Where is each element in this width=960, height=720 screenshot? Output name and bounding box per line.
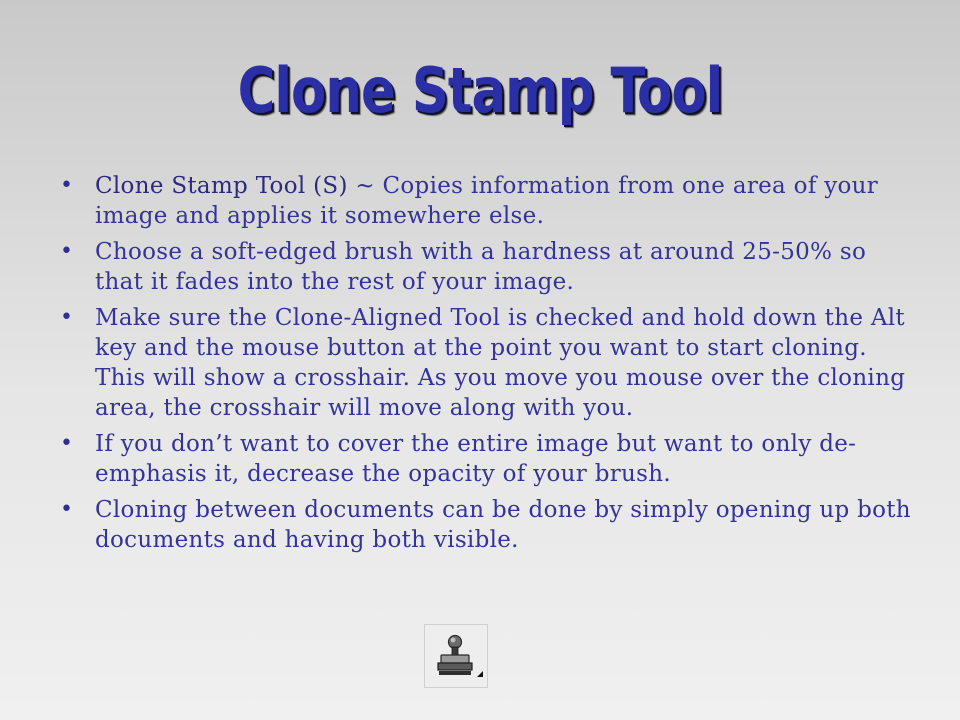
bullet-text: If you don’t want to cover the entire image but want to only de-emphasis it, decrease the opacity of your brush. bbox=[95, 431, 857, 487]
bullet-item bbox=[60, 495, 920, 555]
bullet-dot: • bbox=[60, 239, 74, 264]
clone-stamp-icon bbox=[425, 625, 487, 687]
bullet-dot: • bbox=[60, 173, 74, 198]
clone-stamp-icon-frame bbox=[424, 624, 488, 688]
slide-title: Clone Stamp Tool bbox=[237, 54, 723, 127]
bullet-dot: • bbox=[60, 431, 74, 456]
bullet-item bbox=[60, 429, 920, 489]
bullet-text: Make sure the Clone-Aligned Tool is checked and hold down the Alt key and the mouse button at the point you want to start cloning. This will show a crosshair. As you move you mouse over the cloning area, the crosshair will move along with you. bbox=[95, 305, 906, 421]
bullet-dot: • bbox=[60, 497, 74, 522]
bullet-text: ~ Copies information from one area of your image and applies it somewhere else. bbox=[95, 173, 879, 229]
bullet-text: Choose a soft-edged brush with a hardness at around 25-50% so that it fades into the rest of your image. bbox=[95, 239, 867, 295]
bullet-item bbox=[60, 237, 920, 297]
bullet-dot: • bbox=[60, 305, 74, 330]
bullet-item bbox=[60, 171, 920, 231]
bullet-item bbox=[60, 303, 920, 423]
bullet-list bbox=[60, 171, 920, 561]
bullet-text: Cloning between documents can be done by simply opening up both documents and having both visible. bbox=[95, 497, 911, 553]
bullet-emphasis: Clone Stamp Tool (S) bbox=[95, 173, 356, 199]
